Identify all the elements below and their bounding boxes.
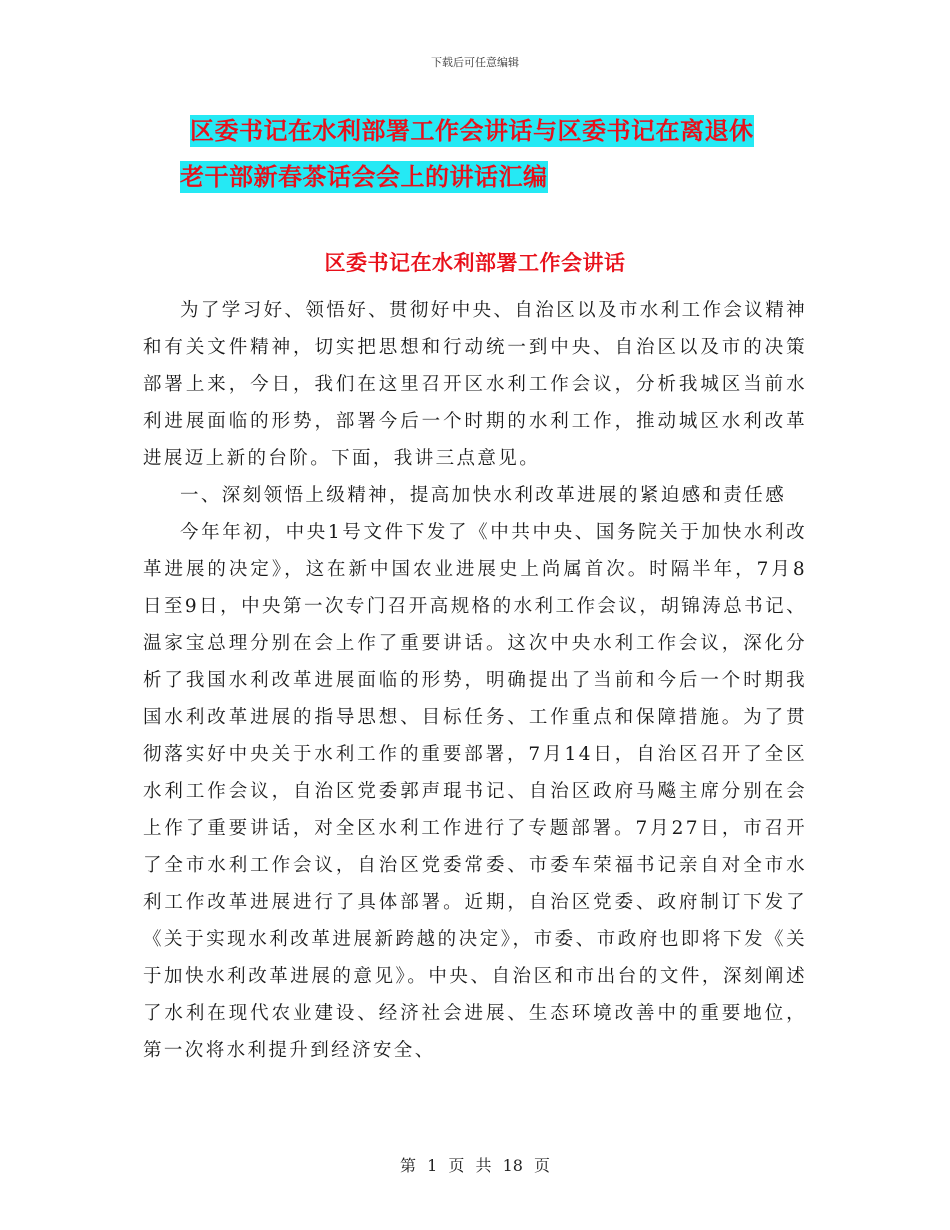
title-line-1: 区委书记在水利部署工作会讲话与区委书记在离退休 (190, 117, 754, 145)
paragraph-main: 今年年初，中央1号文件下发了《中共中央、国务院关于加快水利改革进展的决定》，这在新中国农业进展史上尚属首次。时隔半年，7月8日至9日，中央第一次专门召开高规格的水利工作会议，胡锦涛总书记、温家宝总理分别在会上作了重要讲话。这次中央水利工作会议，深化分析了我国水利改革进展面临的形势，明确提出了当前和今后一个时期我国水利改革进展的指导思想、目标任务、工作重点和保障措施。为了贯彻落实好中央关于水利工作的重要部署，7月14日，自治区召开了全区水利工作会议，自治区党委郭声琨书记、自治区政府马飚主席分别在会上作了重要讲话，对全区水利工作进行了专题部署。7月27日，市召开了全市水利工作会议，自治区党委常委、市委车荣福书记亲自对全市水利工作改革进展进行了具体部署。近期，自治区党委、政府制订下发了《关于实现水利改革进展新跨越的决定》，市委、市政府也即将下发《关于加快水利改革进展的意见》。中央、自治区和市出台的文件，深刻阐述了水利在现代农业建设、经济社会进展、生态环境改善中的重要地位，第一次将水利提升到经济安全、 (143, 522, 807, 1061)
footer-prefix: 第 (399, 1156, 416, 1175)
document-title (180, 108, 810, 200)
paragraph-intro: 为了学习好、领悟好、贯彻好中央、自治区以及市水利工作会议精神和有关文件精神，切实把思想和行动统一到中央、自治区以及市的决策部署上来，今日，我们在这里召开区水利工作会议，分析我城区当前水利进展面临的形势，部署今后一个时期的水利工作，推动城区水利改革进展迈上新的台阶。下面，我讲三点意见。 (143, 300, 808, 469)
title-line-2: 老干部新春茶话会会上的讲话汇编 (180, 163, 548, 191)
header-note: 下载后可任意编辑 (431, 56, 519, 69)
document-body (143, 292, 807, 1069)
footer-page-label: 页 (448, 1156, 465, 1175)
footer-page-number: 1 (427, 1156, 438, 1175)
paragraph-heading-1: 一、深刻领悟上级精神，提高加快水利改革进展的紧迫感和责任感 (180, 485, 787, 506)
section-title: 区委书记在水利部署工作会讲话 (324, 251, 626, 275)
page-footer (0, 1153, 950, 1176)
footer-total-label: 页 (534, 1156, 551, 1175)
footer-total-prefix: 共 (475, 1156, 492, 1175)
footer-total-pages: 18 (502, 1156, 523, 1175)
